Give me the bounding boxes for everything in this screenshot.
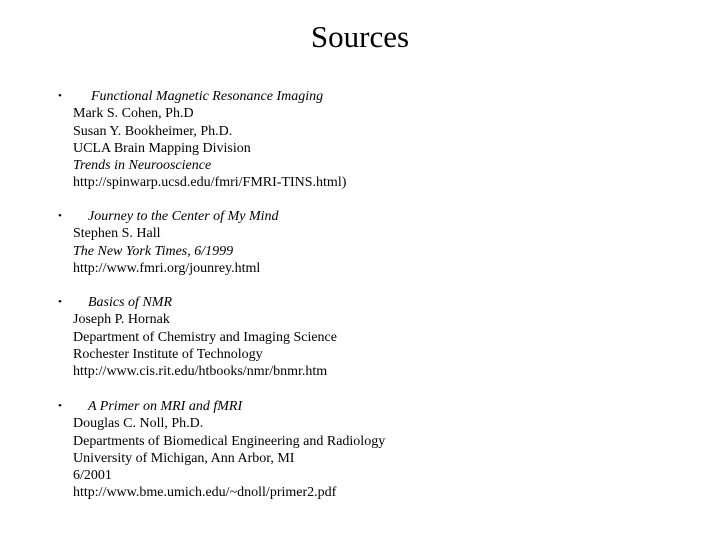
- source-entry-journey: [58, 208, 698, 277]
- source-affiliation: Rochester Institute of Technology: [73, 346, 263, 362]
- source-affiliation: UCLA Brain Mapping Division: [73, 140, 251, 156]
- source-url[interactable]: http://www.cis.rit.edu/htbooks/nmr/bnmr.htm: [73, 364, 328, 380]
- source-entry-nmr: [58, 294, 698, 380]
- bullet: •: [58, 90, 62, 102]
- source-affiliation: Department of Chemistry and Imaging Science: [73, 329, 337, 345]
- source-author: Mark S. Cohen, Ph.D: [73, 106, 194, 122]
- source-url[interactable]: http://www.bme.umich.edu/~dnoll/primer2.pdf: [73, 485, 337, 501]
- source-title: Basics of NMR: [88, 295, 172, 310]
- source-publication: Trends in Neurooscience: [73, 158, 212, 174]
- bullet: •: [58, 296, 62, 308]
- source-url[interactable]: http://www.fmri.org/jounrey.html: [73, 260, 261, 276]
- slide-title: Sources: [310, 19, 410, 54]
- source-affiliation: University of Michigan, Ann Arbor, MI: [73, 450, 295, 466]
- source-entry-primer: [58, 398, 698, 502]
- source-title: Functional Magnetic Resonance Imaging: [91, 89, 324, 104]
- source-title: Journey to the Center of My Mind: [88, 209, 279, 224]
- bullet: •: [58, 400, 62, 412]
- source-author: Stephen S. Hall: [73, 226, 161, 242]
- source-url[interactable]: http://spinwarp.ucsd.edu/fmri/FMRI-TINS.html): [73, 175, 347, 191]
- source-title: A Primer on MRI and fMRI: [88, 399, 243, 414]
- source-affiliation: Departments of Biomedical Engineering and Radiology: [73, 433, 386, 449]
- source-entry-fmri: [58, 88, 698, 192]
- source-author: Susan Y. Bookheimer, Ph.D.: [73, 123, 233, 139]
- bullet: •: [58, 210, 62, 222]
- source-author: Douglas C. Noll, Ph.D.: [73, 416, 204, 432]
- source-date: 6/2001: [73, 468, 112, 484]
- source-publication: The New York Times, 6/1999: [73, 243, 234, 259]
- source-author: Joseph P. Hornak: [73, 312, 170, 328]
